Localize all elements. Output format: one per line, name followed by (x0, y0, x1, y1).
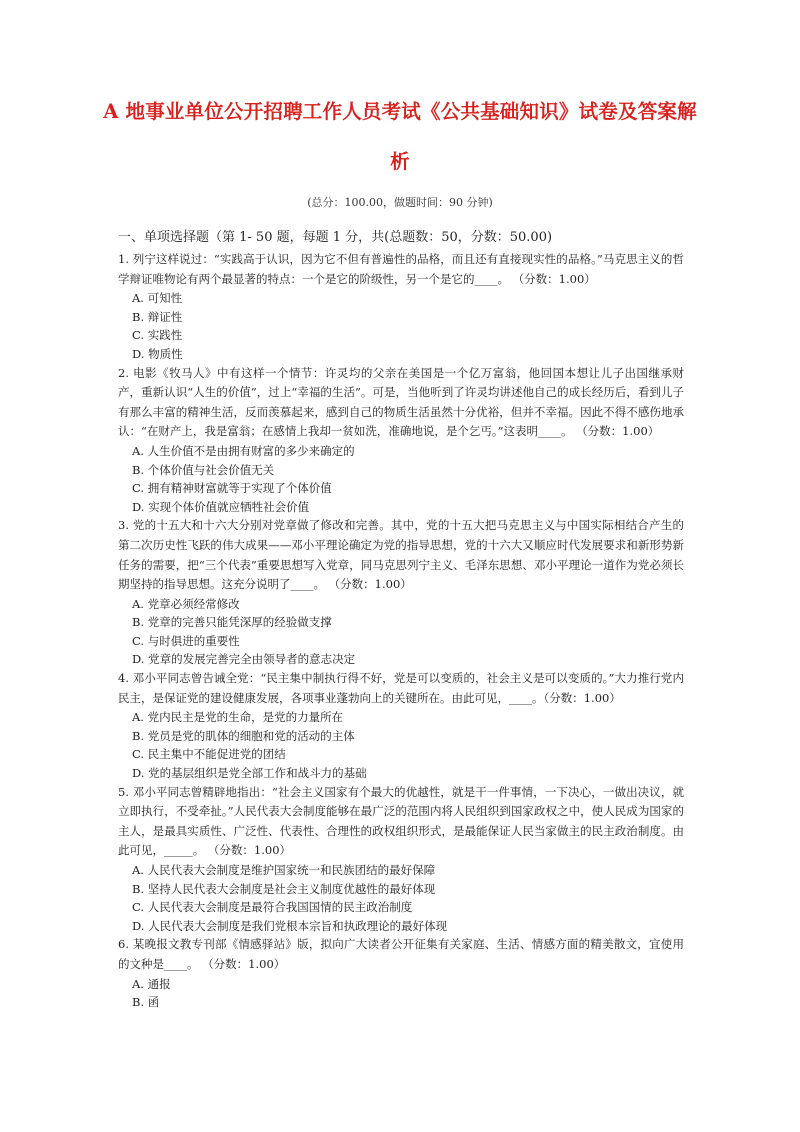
question-text: 4. 邓小平同志曾告诫全党：“民主集中制执行得不好，党是可以变质的，社会主义是可以变质的。”大力推行党内民主，是保证党的建设健康发展，各项事业蓬勃向上的关键所在。由此可见，____。（分数：1.00） (118, 671, 684, 705)
option-b: B. 个体价值与社会价值无关 (132, 462, 275, 477)
question-2 (118, 364, 684, 517)
option-d: D. 实现个体价值就应牺牲社会价值 (132, 499, 310, 514)
option-b: B. 党员是党的肌体的细胞和党的活动的主体 (132, 728, 355, 743)
section-heading: 一、单项选择题（第 1- 50 题，每题 1 分，共(总题数：50，分数：50.00) (118, 230, 553, 245)
question-5 (118, 783, 684, 936)
exam-meta: (总分：100.00，做题时间：90 分钟) (307, 196, 493, 209)
question-1 (118, 250, 684, 364)
option-d: D. 人民代表大会制度是我们党根本宗旨和执政理论的最好体现 (132, 918, 448, 933)
option-b: B. 党章的完善只能凭深厚的经验做支撑 (132, 615, 332, 630)
option-c: C. 实践性 (132, 328, 183, 343)
question-text: 1. 列宁这样说过：“实践高于认识，因为它不但有普遍性的品格，而且还有直接现实性的品格。”马克思主义的哲学辩证唯物论有两个最显著的特点：一个是它的阶级性，另一个是它的____。 （分数：1.00） (118, 252, 684, 286)
option-d: D. 物质性 (132, 346, 183, 361)
question-text: 6. 某晚报文教专刊部《情感驿站》版，拟向广大读者公开征集有关家庭、生活、情感方面的精美散文，宜使用的文种是____。 （分数：1.00） (118, 937, 684, 971)
option-b: B. 坚持人民代表大会制度是社会主义制度优越性的最好体现 (132, 881, 436, 896)
option-d: D. 党的基层组织是党全部工作和战斗力的基础 (132, 766, 367, 781)
option-c: C. 拥有精神财富就等于实现了个体价值 (132, 481, 332, 496)
option-b: B. 函 (132, 995, 160, 1010)
question-list (118, 250, 684, 1012)
option-a: A. 人民代表大会制度是维护国家统一和民族团结的最好保障 (132, 863, 436, 877)
question-text: 2. 电影《牧马人》中有这样一个情节：许灵均的父亲在美国是一个亿万富翁，他回国本想让儿子出国继承财产，重新认识“人生的价值”，过上“幸福的生活”。可是，当他听到了许灵均讲述他自己的成长经历后，看到儿子有那么丰富的精神生活，反而羡慕起来，感到自己的物质生活虽然十分优裕，但并不幸福。因此不得不感伤地承认：“在财产上，我是富翁；在感情上我却一贫如洗，准确地说，是个乞丐。”这表明____。 （分数：1.00） (118, 365, 684, 439)
question-6 (118, 935, 684, 1011)
question-text: 3. 党的十五大和十六大分别对党章做了修改和完善。其中，党的十五大把马克思主义与中国实际相结合产生的第二次历史性飞跃的伟大成果——邓小平理论确定为党的指导思想，党的十六大又顺应时代发展要求和新形势新任务的需要，把“三个代表”重要思想写入党章，同马克思列宁主义、毛泽东思想、邓小平理论一道作为党必须长期坚持的指导思想。这充分说明了____。 （分数：1.00） (118, 518, 684, 592)
option-c: C. 民主集中不能促进党的团结 (132, 747, 286, 762)
option-a: A. 可知性 (132, 291, 183, 306)
option-d: D. 党章的发展完善完全由领导者的意志决定 (132, 652, 356, 667)
option-a: A. 人生价值不是由拥有财富的多少来确定的 (132, 443, 355, 458)
question-4 (118, 669, 684, 783)
document-title: A 地事业单位公开招聘工作人员考试《公共基础知识》试卷及答案解 (103, 100, 697, 123)
option-a: A. 党章必须经常修改 (132, 596, 240, 611)
option-c: C. 与时俱进的重要性 (132, 633, 240, 648)
option-a: A. 通报 (132, 976, 171, 991)
document-title-continued: 析 (390, 150, 410, 173)
option-a: A. 党内民主是党的生命，是党的力量所在 (132, 710, 344, 725)
option-c: C. 人民代表大会制度是最符合我国国情的民主政治制度 (132, 900, 413, 915)
question-text: 5. 邓小平同志曾精辟地指出：“社会主义国家有个最大的优越性，就是干一件事情，一下决心，一做出决议，就立即执行，不受牵扯。”人民代表大会制度能够在最广泛的范围内将人民组织到国家政权之中，使人民成为国家的主人，是最具实质性、广泛性、代表性、合理性的政权组织形式，是最能保证人民当家做主的民主政治制度。由此可见，_____。 （分数：1.00） (118, 784, 684, 858)
option-b: B. 辩证性 (132, 309, 183, 324)
question-3 (118, 516, 684, 669)
